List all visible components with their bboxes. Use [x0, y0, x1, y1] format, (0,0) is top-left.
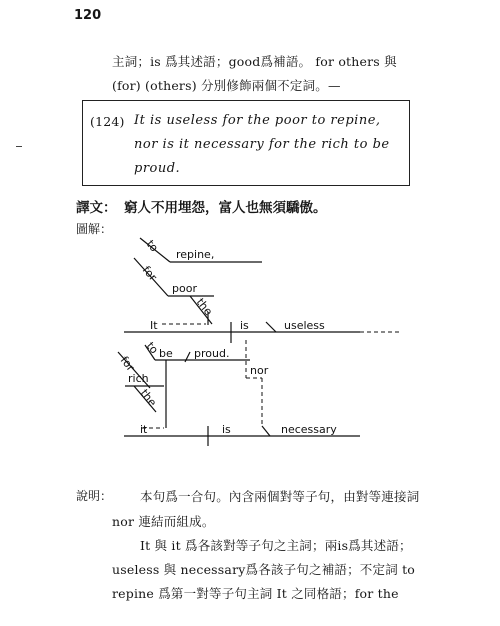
- word-it-2: it: [140, 423, 148, 436]
- word-necessary: necessary: [281, 423, 337, 436]
- word-useless: useless: [284, 319, 325, 332]
- explanation-line-1: 本句爲一合句。內含兩個對等子句，由對等連接詞: [140, 489, 420, 504]
- explanation-label: 說明：: [76, 489, 113, 503]
- word-the-2: the: [137, 386, 160, 410]
- word-proud: proud.: [194, 347, 230, 360]
- word-is-2: is: [222, 423, 231, 436]
- explanation-line-4: useless 與 necessary爲各該子句之補語；不定詞 to: [112, 562, 416, 577]
- example-number: (124): [90, 114, 125, 129]
- translation-label: 譯文：: [76, 200, 117, 216]
- page-number: 120: [74, 8, 102, 23]
- translation-text: 窮人不用埋怨，富人也無須驕傲。: [124, 200, 327, 216]
- word-to-1: to: [143, 237, 161, 255]
- word-is-1: is: [240, 319, 249, 332]
- word-to-2: to: [143, 339, 161, 357]
- word-poor: poor: [172, 282, 197, 295]
- complement-slant: [262, 426, 270, 436]
- explanation-line-2: nor 連結而組成。: [112, 514, 215, 529]
- example-line-2: nor is it necessary for the rich to be: [134, 137, 390, 152]
- explanation-line-5: repine 爲第一對等子句主詞 It 之同格語；for the: [112, 586, 399, 601]
- example-line-3: proud.: [134, 161, 181, 176]
- diagram-label: 圖解：: [76, 222, 113, 236]
- complement-slant: [266, 322, 276, 332]
- example-line-1: It is useless for the poor to repine,: [134, 113, 381, 128]
- explanation-line-3: It 與 it 爲各該對等子句之主詞；兩is爲其述語；: [140, 538, 412, 553]
- word-it-1: It: [150, 319, 158, 332]
- word-rich: rich: [128, 372, 149, 385]
- word-for-2: for: [117, 353, 138, 374]
- word-for-1: for: [139, 263, 160, 284]
- intro-line-2: (for) (others) 分別修飾兩個不定詞。—: [112, 78, 341, 93]
- word-the-1: the: [193, 295, 216, 319]
- word-be: be: [159, 347, 173, 360]
- word-nor: nor: [250, 364, 269, 377]
- intro-line-1: 主詞；is 爲其述語；good爲補語。 for others 與: [112, 54, 397, 69]
- word-repine: repine,: [176, 248, 215, 261]
